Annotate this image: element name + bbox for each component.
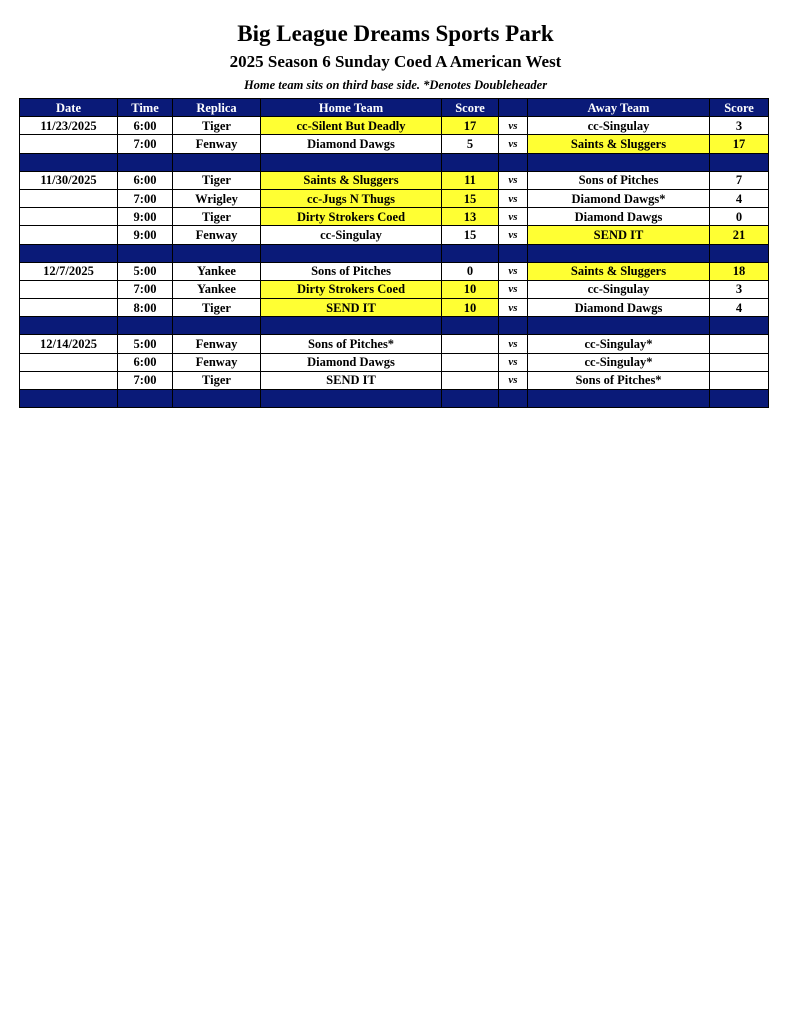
away-score-cell	[710, 371, 769, 389]
separator-cell	[710, 153, 769, 171]
home-score-cell: 10	[442, 280, 499, 298]
schedule-body	[20, 117, 769, 408]
date-cell: 11/30/2025	[20, 171, 118, 189]
date-cell: 12/14/2025	[20, 335, 118, 353]
home-team-cell: cc-Singulay	[261, 226, 442, 244]
away-score-cell: 4	[710, 299, 769, 317]
vs-cell: vs	[499, 189, 528, 207]
away-score-cell: 4	[710, 189, 769, 207]
date-cell: 12/7/2025	[20, 262, 118, 280]
vs-cell: vs	[499, 335, 528, 353]
date-cell	[20, 280, 118, 298]
separator-cell	[20, 390, 118, 408]
replica-cell: Wrigley	[173, 189, 261, 207]
time-cell: 7:00	[118, 280, 173, 298]
page-title: Big League Dreams Sports Park	[237, 21, 554, 46]
away-team-cell: cc-Singulay	[528, 117, 710, 135]
date-cell: 11/23/2025	[20, 117, 118, 135]
separator-cell	[528, 390, 710, 408]
separator-cell	[118, 390, 173, 408]
time-cell: 6:00	[118, 353, 173, 371]
vs-cell: vs	[499, 208, 528, 226]
replica-cell: Tiger	[173, 299, 261, 317]
replica-cell: Fenway	[173, 335, 261, 353]
away-score-cell	[710, 353, 769, 371]
away-team-cell: cc-Singulay*	[528, 353, 710, 371]
away-team-cell: Sons of Pitches	[528, 171, 710, 189]
time-cell: 7:00	[118, 371, 173, 389]
away-team-cell: Diamond Dawgs	[528, 299, 710, 317]
separator-row	[20, 244, 769, 262]
separator-cell	[20, 153, 118, 171]
separator-cell	[528, 317, 710, 335]
separator-cell	[118, 153, 173, 171]
separator-cell	[173, 390, 261, 408]
home-team-cell: cc-Silent But Deadly	[261, 117, 442, 135]
date-cell	[20, 135, 118, 153]
home-team-cell: Dirty Strokers Coed	[261, 280, 442, 298]
separator-row	[20, 317, 769, 335]
home-score-cell: 0	[442, 262, 499, 280]
home-score-cell	[442, 335, 499, 353]
page-subtitle: 2025 Season 6 Sunday Coed A American West	[229, 52, 562, 71]
col-header-vs	[499, 99, 528, 117]
away-score-cell: 18	[710, 262, 769, 280]
col-header-replica: Replica	[173, 99, 261, 117]
date-cell	[20, 208, 118, 226]
schedule-table	[19, 98, 769, 408]
date-cell	[20, 299, 118, 317]
separator-cell	[528, 244, 710, 262]
separator-cell	[499, 390, 528, 408]
replica-cell: Yankee	[173, 280, 261, 298]
away-team-cell: cc-Singulay*	[528, 335, 710, 353]
home-team-cell: Sons of Pitches*	[261, 335, 442, 353]
separator-cell	[528, 153, 710, 171]
game-row	[20, 226, 769, 244]
col-header-home-score: Score	[442, 99, 499, 117]
home-score-cell	[442, 371, 499, 389]
vs-cell: vs	[499, 353, 528, 371]
col-header-time: Time	[118, 99, 173, 117]
game-row	[20, 171, 769, 189]
vs-cell: vs	[499, 171, 528, 189]
home-score-cell: 15	[442, 226, 499, 244]
separator-cell	[499, 153, 528, 171]
game-row	[20, 371, 769, 389]
time-cell: 7:00	[118, 135, 173, 153]
date-cell	[20, 353, 118, 371]
away-team-cell: Saints & Sluggers	[528, 262, 710, 280]
game-row	[20, 335, 769, 353]
separator-cell	[442, 153, 499, 171]
date-cell	[20, 189, 118, 207]
time-cell: 8:00	[118, 299, 173, 317]
away-team-cell: Saints & Sluggers	[528, 135, 710, 153]
separator-cell	[173, 317, 261, 335]
away-score-cell: 7	[710, 171, 769, 189]
separator-cell	[261, 390, 442, 408]
home-team-cell: SEND IT	[261, 371, 442, 389]
time-cell: 5:00	[118, 335, 173, 353]
col-header-away-team: Away Team	[528, 99, 710, 117]
separator-cell	[710, 317, 769, 335]
separator-cell	[710, 244, 769, 262]
away-score-cell: 0	[710, 208, 769, 226]
home-team-cell: Diamond Dawgs	[261, 135, 442, 153]
col-header-away-score: Score	[710, 99, 769, 117]
separator-cell	[442, 317, 499, 335]
home-team-cell: SEND IT	[261, 299, 442, 317]
game-row	[20, 299, 769, 317]
away-team-cell: Diamond Dawgs	[528, 208, 710, 226]
separator-cell	[20, 244, 118, 262]
vs-cell: vs	[499, 262, 528, 280]
col-header-home-team: Home Team	[261, 99, 442, 117]
separator-cell	[173, 244, 261, 262]
home-team-cell: Saints & Sluggers	[261, 171, 442, 189]
separator-cell	[442, 244, 499, 262]
separator-row	[20, 390, 769, 408]
game-row	[20, 208, 769, 226]
col-header-date: Date	[20, 99, 118, 117]
replica-cell: Tiger	[173, 371, 261, 389]
replica-cell: Tiger	[173, 208, 261, 226]
vs-cell: vs	[499, 135, 528, 153]
away-score-cell: 3	[710, 117, 769, 135]
separator-cell	[442, 390, 499, 408]
away-team-cell: SEND IT	[528, 226, 710, 244]
separator-cell	[261, 153, 442, 171]
replica-cell: Tiger	[173, 171, 261, 189]
vs-cell: vs	[499, 299, 528, 317]
home-score-cell: 15	[442, 189, 499, 207]
home-score-cell	[442, 353, 499, 371]
replica-cell: Fenway	[173, 135, 261, 153]
away-score-cell: 21	[710, 226, 769, 244]
vs-cell: vs	[499, 280, 528, 298]
separator-cell	[173, 153, 261, 171]
separator-cell	[710, 390, 769, 408]
away-score-cell: 17	[710, 135, 769, 153]
replica-cell: Tiger	[173, 117, 261, 135]
home-team-cell: Diamond Dawgs	[261, 353, 442, 371]
away-team-cell: Sons of Pitches*	[528, 371, 710, 389]
away-score-cell: 3	[710, 280, 769, 298]
home-team-cell: Sons of Pitches	[261, 262, 442, 280]
separator-cell	[261, 317, 442, 335]
table-header-row	[20, 99, 769, 117]
away-score-cell	[710, 335, 769, 353]
home-team-cell: cc-Jugs N Thugs	[261, 189, 442, 207]
separator-cell	[118, 317, 173, 335]
home-team-cell: Dirty Strokers Coed	[261, 208, 442, 226]
time-cell: 9:00	[118, 226, 173, 244]
date-cell	[20, 371, 118, 389]
separator-cell	[20, 317, 118, 335]
away-team-cell: cc-Singulay	[528, 280, 710, 298]
away-team-cell: Diamond Dawgs*	[528, 189, 710, 207]
time-cell: 6:00	[118, 117, 173, 135]
vs-cell: vs	[499, 371, 528, 389]
vs-cell: vs	[499, 117, 528, 135]
game-row	[20, 280, 769, 298]
time-cell: 7:00	[118, 189, 173, 207]
game-row	[20, 117, 769, 135]
replica-cell: Yankee	[173, 262, 261, 280]
vs-cell: vs	[499, 226, 528, 244]
game-row	[20, 262, 769, 280]
home-score-cell: 10	[442, 299, 499, 317]
replica-cell: Fenway	[173, 226, 261, 244]
page-note: Home team sits on third base side. *Denotes Doubleheader	[243, 78, 548, 92]
home-score-cell: 5	[442, 135, 499, 153]
time-cell: 9:00	[118, 208, 173, 226]
time-cell: 5:00	[118, 262, 173, 280]
date-cell	[20, 226, 118, 244]
replica-cell: Fenway	[173, 353, 261, 371]
separator-cell	[499, 317, 528, 335]
separator-cell	[261, 244, 442, 262]
home-score-cell: 11	[442, 171, 499, 189]
separator-cell	[118, 244, 173, 262]
game-row	[20, 189, 769, 207]
home-score-cell: 17	[442, 117, 499, 135]
time-cell: 6:00	[118, 171, 173, 189]
home-score-cell: 13	[442, 208, 499, 226]
separator-cell	[499, 244, 528, 262]
game-row	[20, 135, 769, 153]
separator-row	[20, 153, 769, 171]
game-row	[20, 353, 769, 371]
